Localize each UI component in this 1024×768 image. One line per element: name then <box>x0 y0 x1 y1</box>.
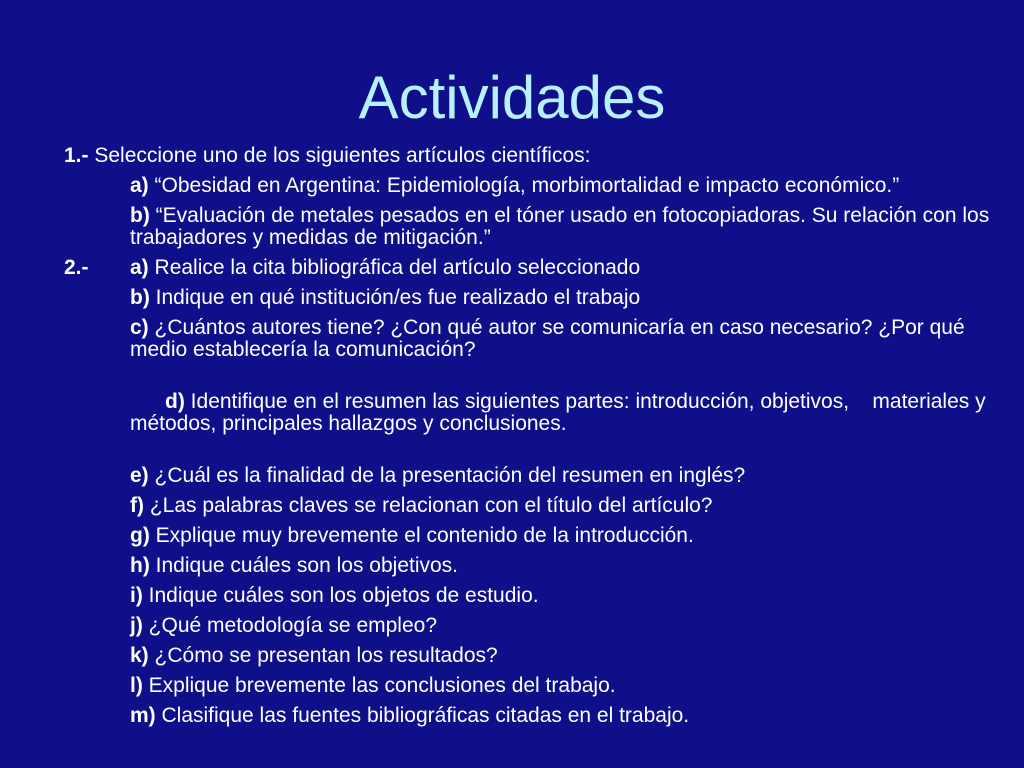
item-key: h) <box>130 554 150 577</box>
item-text: ¿Cuál es la finalidad de la presentación del resumen en inglés? <box>148 464 746 487</box>
question-1-number: 1.- <box>64 144 89 167</box>
option-key: a) <box>130 174 149 197</box>
option-key: b) <box>130 204 150 227</box>
item-text: Realice la cita bibliográfica del artículo seleccionado <box>148 256 641 279</box>
item-key: g) <box>130 524 150 547</box>
item-text: Identifique en el resumen las siguientes partes: introducción, objetivos, materiales y métodos, principales hallazgos y conclusiones. <box>130 390 992 435</box>
question-2-item-l <box>64 675 994 697</box>
item-key: f) <box>130 494 144 517</box>
item-text: Explique brevemente las conclusiones del trabajo. <box>142 674 616 697</box>
question-1 <box>64 145 994 167</box>
item-key: b) <box>130 286 150 309</box>
item-key: k) <box>130 644 149 667</box>
item-text: Clasifique las fuentes bibliográficas citadas en el trabajo. <box>155 704 690 727</box>
option-text: “Evaluación de metales pesados en el tóner usado en fotocopiadoras. Su relación con los trabajadores y medidas de mitigación.” <box>130 204 990 249</box>
question-1-option-a <box>64 175 994 197</box>
item-key: j) <box>130 614 143 637</box>
question-2-item-i <box>64 585 994 607</box>
item-key: a) <box>130 256 149 279</box>
slide-title: Actividades <box>358 64 666 131</box>
question-2-item-k <box>64 645 994 667</box>
question-2-item-m <box>64 705 994 727</box>
question-2-item-h <box>64 555 994 577</box>
question-2-item-j <box>64 615 994 637</box>
item-text: ¿Cuántos autores tiene? ¿Con qué autor se comunicaría en caso necesario? ¿Por qué medio establecería la comunicación? <box>130 316 965 361</box>
item-text: ¿Las palabras claves se relacionan con el título del artículo? <box>144 494 713 517</box>
item-text: ¿Cómo se presentan los resultados? <box>148 644 498 667</box>
question-1-text: Seleccione uno de los siguientes artículos científicos: <box>88 144 591 167</box>
question-2-item-d <box>64 369 994 457</box>
question-2-item-c <box>64 317 994 361</box>
question-2-item-b <box>64 287 994 309</box>
item-text: ¿Qué metodología se empleo? <box>142 614 438 637</box>
question-2-number: 2.- <box>64 256 89 279</box>
item-key: l) <box>130 674 143 697</box>
item-text: Indique cuáles son los objetos de estudio. <box>142 584 539 607</box>
question-2-item-e <box>64 465 994 487</box>
question-2-item-a <box>64 257 994 279</box>
item-key: d) <box>165 390 185 413</box>
item-text: Indique en qué institución/es fue realizado el trabajo <box>149 286 641 309</box>
question-2-item-f <box>64 495 994 517</box>
slide-content <box>64 145 994 727</box>
option-text: “Obesidad en Argentina: Epidemiología, morbimortalidad e impacto económico.” <box>148 174 900 197</box>
question-2-item-g <box>64 525 994 547</box>
item-key: i) <box>130 584 143 607</box>
item-key: c) <box>130 316 149 339</box>
item-key: m) <box>130 704 156 727</box>
question-1-option-b <box>64 205 994 249</box>
item-text: Explique muy brevemente el contenido de la introducción. <box>149 524 694 547</box>
item-key: e) <box>130 464 149 487</box>
item-text: Indique cuáles son los objetivos. <box>149 554 459 577</box>
